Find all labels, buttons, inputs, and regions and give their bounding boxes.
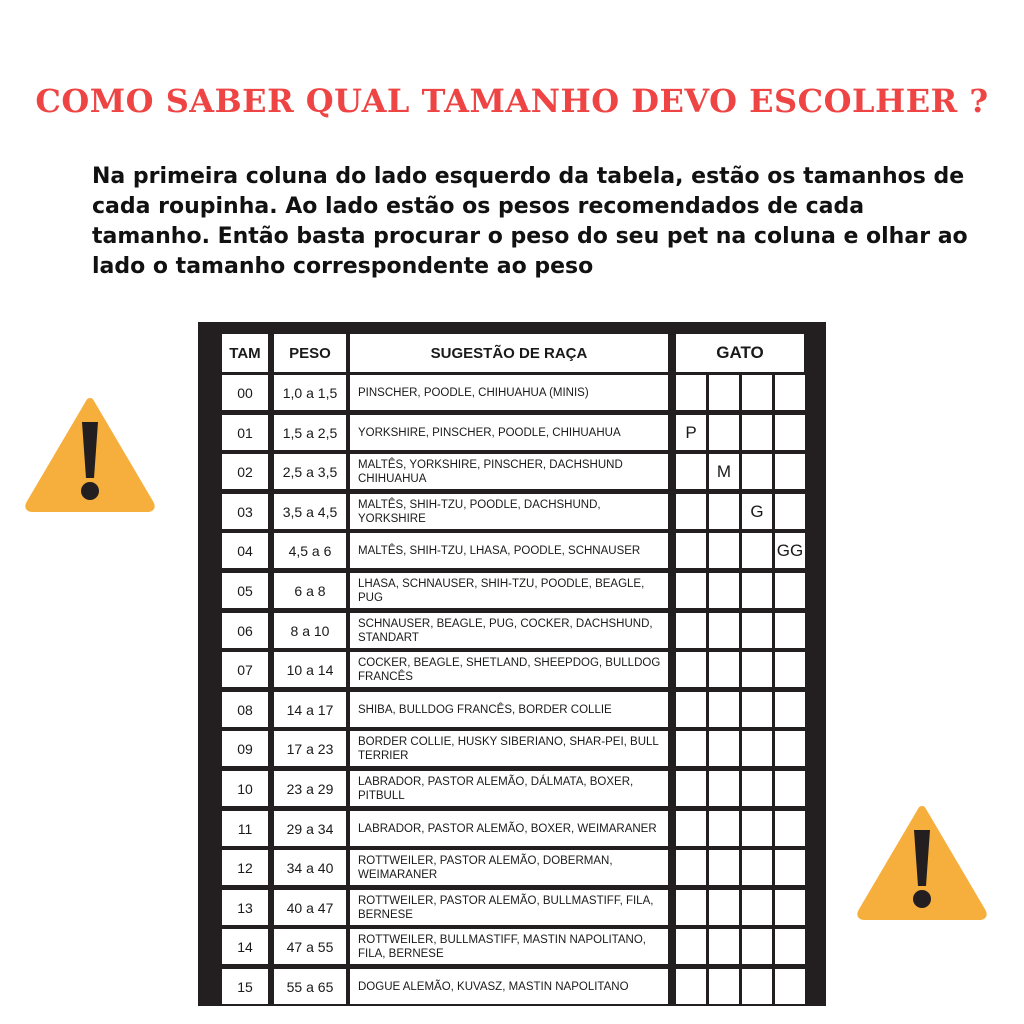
gato-cell	[676, 613, 706, 648]
warning-icon	[24, 396, 156, 514]
gato-cell	[676, 811, 706, 846]
peso-cell: 6 a 8	[274, 573, 346, 608]
gato-cell	[775, 415, 805, 450]
gato-cell	[742, 415, 772, 450]
gato-cell	[742, 969, 772, 1004]
gato-cell	[676, 454, 706, 489]
gato-cell	[775, 771, 805, 806]
gato-cell	[709, 850, 739, 885]
gato-cell	[676, 969, 706, 1004]
gato-cell	[709, 929, 739, 964]
gato-cell	[742, 613, 772, 648]
raca-cell: SCHNAUSER, BEAGLE, PUG, COCKER, DACHSHUND, STANDART	[350, 613, 668, 648]
header-gato: GATO	[676, 334, 804, 372]
gato-cell	[775, 890, 805, 925]
raca-cell: LHASA, SCHNAUSER, SHIH-TZU, POODLE, BEAGLE, PUG	[350, 573, 668, 608]
gato-cell	[775, 692, 805, 727]
tam-cell: 01	[222, 415, 268, 450]
gato-cell	[709, 890, 739, 925]
peso-cell: 34 a 40	[274, 850, 346, 885]
gato-cell	[742, 692, 772, 727]
gato-cell	[676, 850, 706, 885]
gato-cell: P	[676, 415, 706, 450]
gato-cell	[709, 771, 739, 806]
tam-cell: 12	[222, 850, 268, 885]
gato-cell	[676, 652, 706, 687]
gato-cell	[709, 415, 739, 450]
peso-cell: 40 a 47	[274, 890, 346, 925]
gato-cell	[775, 929, 805, 964]
page-title: COMO SABER QUAL TAMANHO DEVO ESCOLHER ?	[35, 82, 989, 120]
gato-cell	[709, 811, 739, 846]
gato-cell	[676, 771, 706, 806]
gato-cell	[742, 573, 772, 608]
raca-cell: LABRADOR, PASTOR ALEMÃO, BOXER, WEIMARANER	[350, 811, 668, 846]
gato-cell	[676, 692, 706, 727]
raca-cell: ROTTWEILER, BULLMASTIFF, MASTIN NAPOLITANO, FILA, BERNESE	[350, 929, 668, 964]
gato-cell	[676, 929, 706, 964]
size-table	[198, 322, 826, 1006]
gato-cell	[709, 692, 739, 727]
gato-cell	[775, 375, 805, 410]
raca-cell: COCKER, BEAGLE, SHETLAND, SHEEPDOG, BULLDOG FRANCÊS	[350, 652, 668, 687]
gato-cell	[742, 890, 772, 925]
tam-cell: 05	[222, 573, 268, 608]
raca-cell: SHIBA, BULLDOG FRANCÊS, BORDER COLLIE	[350, 692, 668, 727]
peso-cell: 23 a 29	[274, 771, 346, 806]
gato-cell	[676, 890, 706, 925]
raca-cell: DOGUE ALEMÃO, KUVASZ, MASTIN NAPOLITANO	[350, 969, 668, 1004]
peso-cell: 14 a 17	[274, 692, 346, 727]
gato-cell: M	[709, 454, 739, 489]
tam-cell: 09	[222, 731, 268, 766]
header-tam: TAM	[222, 334, 268, 372]
peso-cell: 55 a 65	[274, 969, 346, 1004]
intro-text: Na primeira coluna do lado esquerdo da tabela, estão os tamanhos de cada roupinha. Ao lado estão os pesos recomendados de cada tamanho. Então basta procurar o peso do seu pet na coluna e olhar ao lado o tamanho correspondente ao peso	[92, 164, 968, 279]
header-raca: SUGESTÃO DE RAÇA	[350, 334, 668, 372]
raca-cell: BORDER COLLIE, HUSKY SIBERIANO, SHAR-PEI, BULL TERRIER	[350, 731, 668, 766]
header-peso: PESO	[274, 334, 346, 372]
gato-cell	[742, 652, 772, 687]
tam-cell: 11	[222, 811, 268, 846]
gato-cell	[775, 454, 805, 489]
gato-cell	[709, 969, 739, 1004]
peso-cell: 1,5 a 2,5	[274, 415, 346, 450]
gato-cell	[709, 494, 739, 529]
peso-cell: 17 a 23	[274, 731, 346, 766]
gato-cell	[676, 731, 706, 766]
gato-cell	[709, 375, 739, 410]
gato-cell	[775, 652, 805, 687]
gato-cell	[676, 375, 706, 410]
gato-cell	[775, 850, 805, 885]
gato-cell: GG	[775, 533, 805, 568]
gato-cell	[742, 454, 772, 489]
gato-cell	[775, 573, 805, 608]
peso-cell: 10 a 14	[274, 652, 346, 687]
peso-cell: 2,5 a 3,5	[274, 454, 346, 489]
tam-cell: 14	[222, 929, 268, 964]
raca-cell: MALTÊS, SHIH-TZU, POODLE, DACHSHUND, YORKSHIRE	[350, 494, 668, 529]
tam-cell: 03	[222, 494, 268, 529]
gato-cell	[709, 652, 739, 687]
gato-cell	[775, 731, 805, 766]
tam-cell: 02	[222, 454, 268, 489]
gato-cell	[742, 375, 772, 410]
peso-cell: 8 a 10	[274, 613, 346, 648]
peso-cell: 1,0 a 1,5	[274, 375, 346, 410]
tam-cell: 06	[222, 613, 268, 648]
gato-cell	[709, 613, 739, 648]
peso-cell: 47 a 55	[274, 929, 346, 964]
tam-cell: 15	[222, 969, 268, 1004]
tam-cell: 10	[222, 771, 268, 806]
raca-cell: YORKSHIRE, PINSCHER, POODLE, CHIHUAHUA	[350, 415, 668, 450]
peso-cell: 4,5 a 6	[274, 533, 346, 568]
gato-cell	[742, 771, 772, 806]
raca-cell: ROTTWEILER, PASTOR ALEMÃO, DOBERMAN, WEIMARANER	[350, 850, 668, 885]
gato-cell	[742, 533, 772, 568]
gato-cell	[775, 613, 805, 648]
warning-icon	[856, 804, 988, 922]
peso-cell: 29 a 34	[274, 811, 346, 846]
tam-cell: 13	[222, 890, 268, 925]
gato-cell	[676, 573, 706, 608]
tam-cell: 04	[222, 533, 268, 568]
gato-cell	[742, 731, 772, 766]
gato-cell	[709, 573, 739, 608]
tam-cell: 00	[222, 375, 268, 410]
gato-cell	[742, 811, 772, 846]
raca-cell: PINSCHER, POODLE, CHIHUAHUA (MINIS)	[350, 375, 668, 410]
tam-cell: 08	[222, 692, 268, 727]
raca-cell: LABRADOR, PASTOR ALEMÃO, DÁLMATA, BOXER, PITBULL	[350, 771, 668, 806]
gato-cell: G	[742, 494, 772, 529]
gato-cell	[709, 533, 739, 568]
gato-cell	[709, 731, 739, 766]
peso-cell: 3,5 a 4,5	[274, 494, 346, 529]
raca-cell: MALTÊS, YORKSHIRE, PINSCHER, DACHSHUND CHIHUAHUA	[350, 454, 668, 489]
gato-cell	[676, 494, 706, 529]
raca-cell: MALTÊS, SHIH-TZU, LHASA, POODLE, SCHNAUSER	[350, 533, 668, 568]
gato-cell	[775, 811, 805, 846]
gato-cell	[742, 850, 772, 885]
gato-cell	[775, 494, 805, 529]
tam-cell: 07	[222, 652, 268, 687]
gato-cell	[676, 533, 706, 568]
gato-cell	[742, 929, 772, 964]
gato-cell	[775, 969, 805, 1004]
raca-cell: ROTTWEILER, PASTOR ALEMÃO, BULLMASTIFF, FILA, BERNESE	[350, 890, 668, 925]
